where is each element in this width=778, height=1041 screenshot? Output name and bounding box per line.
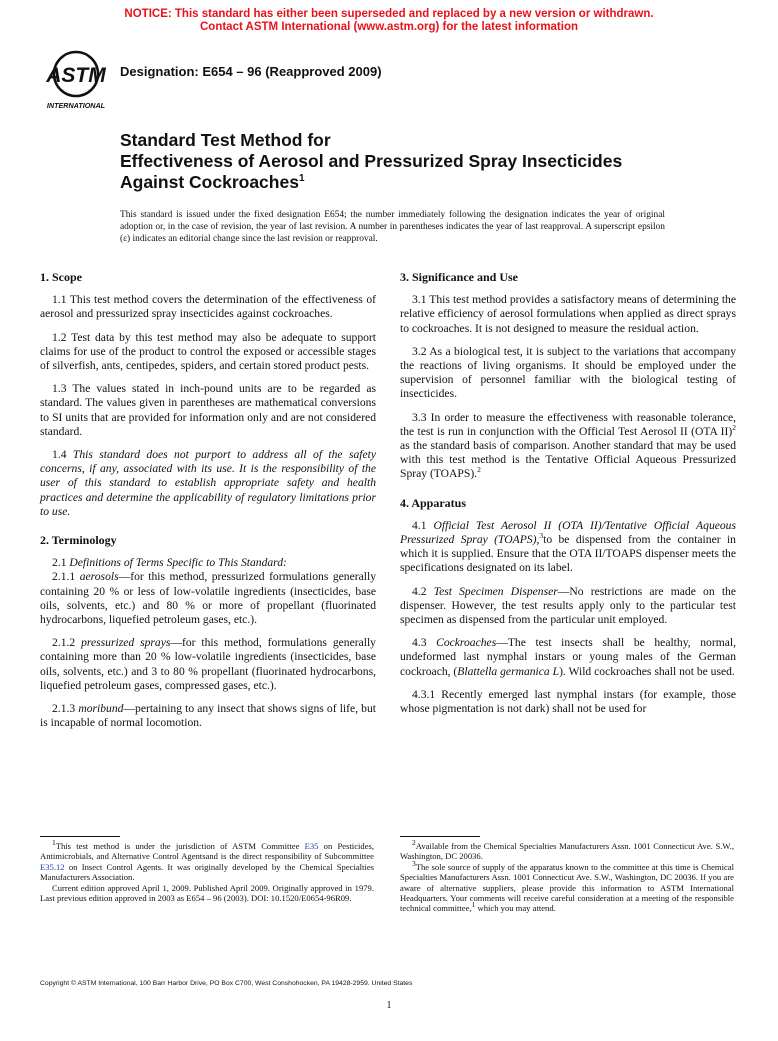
footnotes-left <box>40 836 374 903</box>
left-column <box>40 270 376 739</box>
paragraph-2-1: 2.1 Definitions of Terms Specific to This Standard: <box>52 556 287 570</box>
committee-e35-link[interactable]: E35 <box>304 841 319 851</box>
page-number: 1 <box>386 1000 392 1011</box>
withdrawal-notice <box>0 8 778 34</box>
footnote-3: $^3$The sole source of supply of the apparatus known to the committee at this time is Chemical Specialties Manufacturers Assn. 1001 Connecticut Ave. S.W., Washington, DC 20036. If you are aware of alternative suppliers, please provide this information to ASTM International Headquarters. Your comments will receive careful consideration at a meeting of the responsible technical committee,$^1$ which you may attend. <box>400 858 734 914</box>
paragraph-4-3-1: 4.3.1 Recently emerged last nymphal instars (for example, those whose pigmentation is not dark) shall not be used for <box>400 687 736 716</box>
copyright-footer: Copyright © ASTM International, 100 Barr Harbor Drive, PO Box C700, West Conshohocken, PA 19428-2959. United States <box>40 980 413 987</box>
footnote-rule <box>400 836 480 837</box>
section-heading-scope: 1. Scope <box>40 270 82 284</box>
section-heading-terminology: 2. Terminology <box>40 533 117 548</box>
paragraph-1-4: 1.4 This standard does not purport to address all of the safety concerns, if any, associated with its use. It is the responsibility of the user of this standard to establish appropriate safety and health practices and determine the applicability of regulatory limitations prior to use. <box>40 448 376 518</box>
notice-line-1: NOTICE: This standard has either been superseded and replaced by a new version or withdrawn. <box>124 8 654 20</box>
paragraph-3-1: 3.1 This test method provides a satisfactory means of determining the relative efficiency of aerosol formulations when applied as direct sprays to cockroaches. It is not designed to measure the residual action. <box>400 293 736 335</box>
title-line-2: Effectiveness of Aerosol and Pressurized Spray Insecticides <box>120 151 623 171</box>
right-column <box>400 270 736 725</box>
designation: Designation: E654 – 96 (Reapproved 2009) <box>120 64 382 79</box>
section-heading-significance: 3. Significance and Use <box>400 270 519 284</box>
title-footnote-mark: 1 <box>298 173 305 185</box>
paragraph-4-1: 4.1 Official Test Aerosol II (OTA II)/Tentative Official Aqueous Pressurized Spray (TOAPS),$^3$to be dispensed from the container in which it is supplied. Ensure that the OTA II/TOAPS dispenser meets the specifications designated on its label. <box>400 518 736 575</box>
footnote-1: $^1$This test method is under the jurisdiction of ASTM Committee E35 on Pesticides, Antimicrobials, and Alternative Control Agentsand is the direct responsibility of Subcommittee E35.12 on Insect Control Agents. It was originally developed by the Chemical Specialties Manufacturers Association. <box>40 838 374 883</box>
paragraph-3-3: 3.3 In order to measure the effectiveness with reasonable tolerance, the test is run in conjunction with the Official Test Aerosol II (OTA II)$^2$ as the standard basis of comparison. Another standard that may be used with this test method is the Tentative Official Aqueous Pressurized Spray (TOAPS).$^2$ <box>400 410 736 481</box>
paragraph-3-2: 3.2 As a biological test, it is subject to the variations that accompany the reactions of living organisms. It should be employed under the supervision of personnel familiar with the biological testing of insecticides. <box>400 344 736 401</box>
paragraph-1-3: 1.3 The values stated in inch-pound units are to be regarded as standard. The values given in parentheses are mathematical conversions to SI units that are provided for information only and are not considered standard. <box>40 382 376 438</box>
paragraph-1-1: 1.1 This test method covers the determination of the effectiveness of aerosol and pressurized spray insecticides against cockroaches. <box>40 293 376 321</box>
paragraph-2-1-1: 2.1.1 aerosols—for this method, pressurized formulations generally containing 20 % or less of low-volatile ingredients (insecticides, base oils, solvents, etc.) and 80 % or more of propellant (fluorinated hydrocarbons, liquefied petroleum gases, etc.). <box>40 570 376 627</box>
footnote-1-edition: Current edition approved April 1, 2009. Published April 2009. Originally approved in 1979. Last previous edition approved in 2003 as E654 – 96 (2003). DOI: 10.1520/E0654-96R09. <box>40 882 374 904</box>
logo-international: INTERNATIONAL <box>46 101 106 110</box>
section-heading-apparatus: 4. Apparatus <box>400 495 467 510</box>
footnote-rule <box>40 836 120 837</box>
paragraph-2-1-2: 2.1.2 pressurized sprays—for this method, formulations generally containing more than 20 % low-volatile ingredients (insecticides, base oils, solvents, etc.) and 3 to 80 % propellant (fluorinated hydrocarbons, liquefied petroleum gases, compressed gases, etc.). <box>40 636 376 692</box>
title-line-1: Standard Test Method for <box>120 130 331 150</box>
footnote-2: $^2$Available from the Chemical Specialties Manufacturers Assn. 1001 Connecticut Ave. S.W., Washington, DC 20036. <box>400 838 734 862</box>
logo-mark: ASTM <box>46 64 106 87</box>
issuance-note: This standard is issued under the fixed designation E654; the number immediately following the designation indicates the year of original adoption or, in the case of revision, the year of last revision. A number in parentheses indicates the year of last reapproval. A superscript epsilon (ε) indicates an editorial change since the last revision or reapproval. <box>120 210 665 244</box>
notice-line-2: Contact ASTM International (www.astm.org) for the latest information <box>199 21 579 33</box>
title-line-3: Against Cockroaches$^1$ <box>120 172 305 192</box>
subcommittee-e35-12-link[interactable]: E35.12 <box>40 861 65 872</box>
paragraph-2-1-3: 2.1.3 moribund—pertaining to any insect that shows signs of life, but is incapable of normal locomotion. <box>40 702 376 730</box>
paragraph-4-2: 4.2 Test Specimen Dispenser—No restrictions are made on the dispenser. However, the test results apply only to the particular test specimen as dispensed from the particular unit employed. <box>400 584 736 627</box>
document-title <box>120 130 720 193</box>
paragraph-4-3: 4.3 Cockroaches—The test insects shall be healthy, normal, undeformed last nymphal instars or young males of the German cockroach, (Blattella germanica L). Wild cockroaches shall not be used. <box>400 636 736 678</box>
astm-logo <box>42 48 110 110</box>
paragraph-1-2: 1.2 Test data by this test method may also be adequate to support claims for use of the product to control the exposed or accessible stages of silverfish, ants, centipedes, spiders, and certain stored product pests. <box>40 330 376 373</box>
footnotes-right <box>400 836 734 914</box>
